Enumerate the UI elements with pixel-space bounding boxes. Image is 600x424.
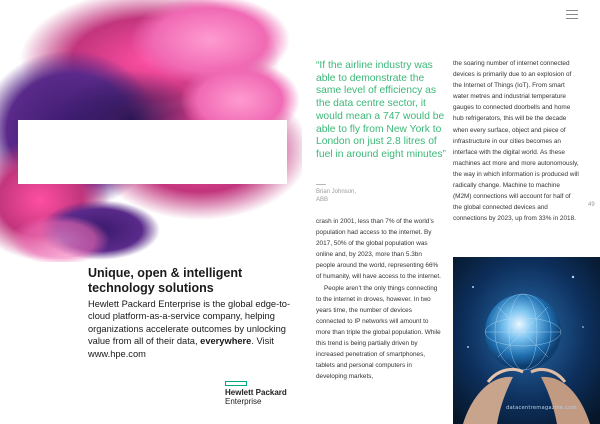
ad-heading-line1: Unique, open & intelligent: [88, 266, 243, 280]
article-column-right: [453, 58, 580, 224]
page-number: 49: [588, 202, 595, 208]
hpe-logo-mark-icon: [225, 381, 247, 386]
ad-heading-line2: technology solutions: [88, 281, 214, 295]
quote-divider: [316, 184, 326, 185]
ad-body-emphasis: everywhere: [200, 336, 252, 347]
article-photo: [453, 257, 600, 424]
website-caption: datacentremagazine.com: [506, 405, 577, 411]
hpe-logo-line1: Hewlett Packard: [225, 388, 287, 397]
hands-holding-globe-image: [453, 257, 600, 424]
ink-cloud-illustration: [0, 0, 302, 262]
article-paragraph: People aren’t the only things connecting to the internet in droves, however. In two years time, the number of devices connected to IP networks will amount to more than triple the global population. While this trend is being partially driven by increased penetration of smartphones, tablets and personal computers in developing markets,: [316, 284, 441, 381]
hpe-logo-line2: Enterprise: [225, 397, 262, 406]
quote-attribution-name: Brian Johnson,: [316, 189, 357, 195]
ad-heading: [88, 266, 288, 296]
ad-body-text: [88, 298, 298, 360]
ad-body-main: Hewlett Packard Enterprise is the global edge-to-cloud platform-as-a-service company, helping organizations accelerate outcomes by unlocking value from all of their data,: [88, 299, 291, 347]
hamburger-menu-icon[interactable]: [566, 10, 578, 20]
ad-body-end: . Visit www.hpe.com: [88, 336, 274, 359]
article-paragraph: the soaring number of internet connected devices is primarily due to an explosion of the Internet of Things (IoT). From smart water metres and industrial temperature gauges to connected doorbells and home hub refrigerators, this will be the decade when every surface, object and piece of infrastructure in our cities becomes an interface with the digital world. As these machines act more and more autonomously, the way in which information is produced will radically change. Machine to machine (M2M) connections will account for half of the global connected devices and connections by 2023, up from 33% in 2018.: [453, 60, 579, 223]
article-column-middle: [316, 216, 442, 382]
hpe-logo[interactable]: [225, 381, 300, 413]
article-paragraph: crash in 2001, less than 7% of the world’s population had access to the internet. By 2017, 50% of the global population was online and, by 2023, more than 5.3bn people around the world, representing 66% of humanity, will have access to the internet.: [316, 218, 441, 281]
quote-attribution-org: ABB: [316, 197, 329, 203]
pull-quote: “If the airline industry was able to demonstrate the same level of efficiency as the data centre sector, it would mean a 747 would be able to fly from New York to London on just 2.8 litres of fuel in around eight minutes”: [316, 60, 446, 160]
